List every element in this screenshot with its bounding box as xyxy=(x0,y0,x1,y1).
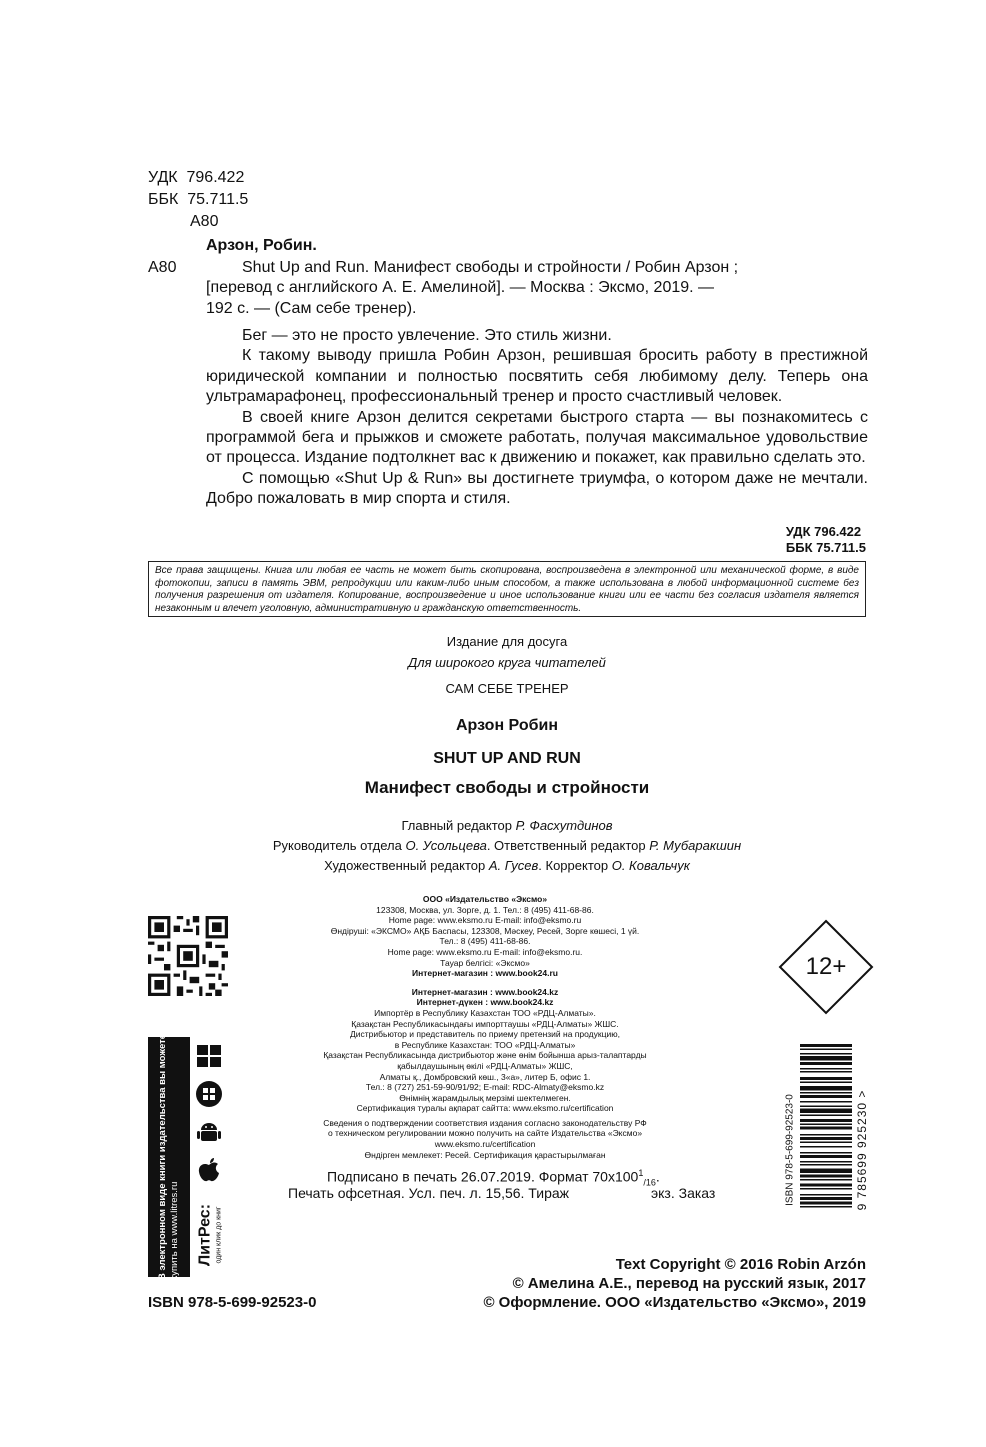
publisher-imprint xyxy=(320,894,650,1160)
store-icons xyxy=(195,1042,225,1194)
imprint-line: Алматы қ., Домбровский көш., 3«а», литер Б, офис 1. xyxy=(379,1071,591,1082)
udk-value: 796.422 xyxy=(186,169,245,186)
udk-line xyxy=(148,168,244,188)
imprint-line: Импортёр в Республику Казахстан ТОО «РДЦ-Алматы». xyxy=(374,1007,596,1018)
litres-logo-text xyxy=(197,1204,224,1266)
imprint-line: Қазақстан Республикасындағы импорттаушы «РДЦ-Алматы» ЖШС. xyxy=(351,1018,619,1029)
imprint-line: ООО «Издательство «Эксмо» xyxy=(422,894,548,904)
imprint-line: Сведения о подтверждении соответствия издания согласно законодательству РФ xyxy=(323,1117,647,1128)
litres-banner-text xyxy=(157,1034,181,1280)
footer-bbk: ББК 75.711.5 xyxy=(785,540,866,555)
barcode-bar xyxy=(800,1164,852,1166)
barcode-bar xyxy=(800,1049,852,1051)
barcode-digits: 9 785699 925230 > xyxy=(855,1089,869,1211)
annotation xyxy=(206,326,868,510)
copyright-line: © Амелина А.Е., перевод на русский язык, 2017 xyxy=(512,1275,866,1292)
credits-line-1 xyxy=(148,818,866,834)
barcode-bar xyxy=(800,1077,852,1080)
imprint-line: Тел.: 8 (495) 411-68-86. xyxy=(439,936,531,947)
annotation-paragraph: В своей книге Арзон делится секретами быстрого старта — вы познакомитесь с программой бега и прыжков и сможете работать, получая максимальное удовольствие от процесса. Издание подтолкнет вас к движению и покажет, как правильно сделать это. xyxy=(206,408,868,467)
age-rating-text: 12+ xyxy=(805,953,847,980)
imprint-line: Дистрибьютор и представитель по приему претензий на продукцию, xyxy=(350,1029,620,1040)
barcode-bar xyxy=(800,1169,852,1174)
barcode-bar xyxy=(800,1206,852,1208)
qr-code-icon xyxy=(148,916,228,996)
barcode-bar xyxy=(800,1095,852,1098)
litres-line-1: В электронном виде книги издательства вы можете xyxy=(157,1033,168,1281)
windows-store-icon xyxy=(195,1042,223,1070)
credits-line-2 xyxy=(148,838,866,854)
barcode-bar xyxy=(800,1142,852,1144)
barcode-bar xyxy=(800,1062,852,1065)
isbn: ISBN 978-5-699-92523-0 xyxy=(148,1294,317,1311)
copyright-line: Text Copyright © 2016 Robin Arzón xyxy=(615,1256,866,1273)
barcode-bar xyxy=(800,1082,852,1084)
imprint-line: Қазақстан Республикасында дистрибьютор және өнім бойынша арыз-талаптарды xyxy=(323,1050,647,1061)
imprint-line: Интернет-дүкен : www.book24.kz xyxy=(416,997,554,1008)
credit-label: . Корректор xyxy=(538,858,612,873)
barcode-bar xyxy=(800,1056,852,1061)
barcode-bar xyxy=(800,1194,852,1196)
barcode-bar xyxy=(800,1106,852,1108)
credit-name: О. Ковальчук xyxy=(611,858,690,873)
bbk-line xyxy=(148,190,248,210)
barcode-bar xyxy=(800,1124,852,1126)
apple-icon xyxy=(195,1156,223,1184)
credit-label: Главный редактор xyxy=(401,818,516,833)
annotation-paragraph: К такому выводу пришла Робин Арзон, решившая бросить работу в престижной юридической компании и полностью посвятить себя любимому делу. Теперь она ультрамарафонец, профессиональный тренер и просто счастливый человек. xyxy=(206,347,868,406)
imprint-line: Интернет-магазин : www.book24.kz xyxy=(411,986,559,997)
imprint-line: в Республике Казахстан: ТОО «РДЦ-Алматы» xyxy=(394,1039,576,1050)
format-sub: /16 xyxy=(643,1177,656,1188)
imprint-line: Тел.: 8 (727) 251-59-90/91/92; E-mail: RDC-Almaty@eksmo.kz xyxy=(365,1082,605,1093)
udk-label: УДК xyxy=(148,169,178,186)
imprint-line: Өндіруші: «ЭКСМО» АҚБ Баспасы, 123308, Мәскеу, Ресей, Зорге көшесі, 1 үй. xyxy=(330,925,640,936)
barcode-bar xyxy=(800,1101,852,1103)
barcode-bar xyxy=(800,1134,852,1136)
imprint-line: www.eksmo.ru/certification xyxy=(434,1139,536,1150)
barcode xyxy=(782,1030,870,1270)
author-mark-left: А80 xyxy=(148,259,177,276)
barcode-bar xyxy=(800,1161,852,1163)
barcode-bar xyxy=(800,1152,852,1154)
annotation-paragraph: Бег — это не просто увлечение. Это стиль жизни. xyxy=(242,327,612,344)
barcode-bar xyxy=(800,1109,852,1114)
barcode-bar xyxy=(800,1044,852,1047)
credit-name: А. Гусев xyxy=(488,858,539,873)
bbk-value: 75.711.5 xyxy=(187,191,249,208)
annotation-paragraph: С помощью «Shut Up & Run» вы достигнете триумфа, о котором даже не мечтали. Добро пожаловать в мир спорта и стиля. xyxy=(206,469,868,508)
imprint-line: Өндірген мемлекет: Ресей. Сертификация қарастырылмаған xyxy=(364,1149,606,1160)
imprint-line: 123308, Москва, ул. Зорге, д. 1. Тел.: 8 (495) 411-68-86. xyxy=(376,904,594,915)
print-line-2-right: экз. Заказ xyxy=(651,1185,716,1201)
credit-name: Р. Мубаракшин xyxy=(649,838,742,853)
bibliographic-entry xyxy=(206,258,868,319)
copyright-block xyxy=(440,1255,866,1312)
barcode-bar xyxy=(800,1115,852,1117)
entry-line-3: 192 с. — (Сам себе тренер). xyxy=(206,299,417,317)
barcode-bar xyxy=(800,1119,852,1122)
print-signed-text: Подписано в печать 26.07.2019. Формат 70x100 xyxy=(327,1168,639,1185)
imprint-line: Home page: www.eksmo.ru E-mail: info@eksmo.ru. xyxy=(387,946,583,957)
series-name: САМ СЕБЕ ТРЕНЕР xyxy=(445,681,569,696)
litres-logo-tagline: один клик до книг xyxy=(215,1206,223,1264)
barcode-bar xyxy=(800,1127,852,1130)
litres-logo xyxy=(195,1190,225,1280)
imprint-line: Сертификация туралы ақпарат сайтта: www.eksmo.ru/certification xyxy=(356,1103,614,1114)
author-mark-top: А80 xyxy=(190,213,219,230)
print-line-2-left: Печать офсетная. Усл. печ. л. 15,56. Тираж xyxy=(288,1185,570,1201)
footer-udk: УДК 796.422 xyxy=(785,524,862,539)
credits-line-3 xyxy=(148,858,866,874)
copyright-line: © Оформление. ООО «Издательство «Эксмо», 2019 xyxy=(483,1294,866,1311)
age-rating-badge xyxy=(778,919,874,1015)
imprint-line: қабылдаушының өкілі «РДЦ-Алматы» ЖШС, xyxy=(397,1060,573,1071)
book-author: Арзон Робин xyxy=(456,717,558,734)
barcode-bar xyxy=(800,1188,852,1190)
barcode-bar xyxy=(800,1086,852,1091)
barcode-bar xyxy=(800,1053,852,1055)
rights-notice: Все права защищены. Книга или любая ее часть не может быть скопирована, воспроизведена в электронной или механической форме, в виде фотокопии, записи в память ЭВМ, репродукции или каким-либо иным способом, а также использована в любой информационной системе без получения разрешения от издателя. Копирование, воспроизведение и иное использование книги или ее части без согласия издателя является незаконным и влечет уголовную, административную и гражданскую ответственность. xyxy=(148,561,866,617)
imprint-line: Интернет-магазин : www.book24.ru xyxy=(412,968,558,979)
edition-type: Издание для досуга xyxy=(446,634,568,649)
android-icon xyxy=(195,1118,223,1146)
barcode-bar xyxy=(800,1137,852,1140)
barcode-bar xyxy=(800,1071,852,1073)
credit-label: Руководитель отдела xyxy=(272,838,406,853)
credit-label: . Ответственный редактор xyxy=(486,838,650,853)
entry-line-2: [перевод с английского А. Е. Амелиной]. — Москва : Эксмо, 2019. — xyxy=(206,279,715,297)
barcode-bar xyxy=(800,1184,852,1187)
imprint-line: Тауар белгісі: «Эксмо» xyxy=(440,957,530,968)
imprint-spacer xyxy=(320,979,650,987)
format-end: . xyxy=(655,1168,660,1185)
entry-line-1: Shut Up and Run. Манифест свободы и стройности / Робин Арзон ; xyxy=(242,259,739,276)
credit-label: Художественный редактор xyxy=(324,858,489,873)
barcode-bar xyxy=(800,1146,852,1148)
footer-codes xyxy=(786,524,866,556)
credit-name: О. Усольцева xyxy=(405,838,487,853)
barcode-bar xyxy=(800,1202,852,1205)
litres-line-2: купить на www.litres.ru xyxy=(169,1181,180,1281)
book-title: SHUT UP AND RUN xyxy=(433,750,581,767)
windows-phone-icon xyxy=(195,1080,223,1108)
imprint-line: о техническом регулировании можно получить на сайте Издательства «Эксмо» xyxy=(327,1128,643,1139)
book-subtitle: Манифест свободы и стройности xyxy=(364,778,650,797)
author-heading: Арзон, Робин. xyxy=(206,237,317,254)
imprint-line: Home page: www.eksmo.ru E-mail: info@eksmo.ru xyxy=(388,915,582,926)
barcode-bar xyxy=(800,1155,852,1158)
credit-name: Р. Фасхутдинов xyxy=(515,818,613,833)
barcode-bar xyxy=(800,1179,852,1181)
barcode-bar xyxy=(800,1197,852,1200)
litres-logo-name: ЛитРес: xyxy=(196,1203,214,1267)
barcode-bar xyxy=(800,1092,852,1094)
barcode-bar xyxy=(800,1068,852,1070)
litres-banner xyxy=(148,1033,190,1281)
imprint-line: Өнімнің жарамдылық мерзімі шектелмеген. xyxy=(399,1092,571,1103)
bbk-label: ББК xyxy=(148,191,179,208)
barcode-bar xyxy=(800,1175,852,1178)
edition-audience: Для широкого круга читателей xyxy=(408,655,606,670)
barcode-isbn-text: ISBN 978-5-699-92523-0 xyxy=(784,1094,796,1206)
format-sup: 1 xyxy=(638,1168,644,1178)
